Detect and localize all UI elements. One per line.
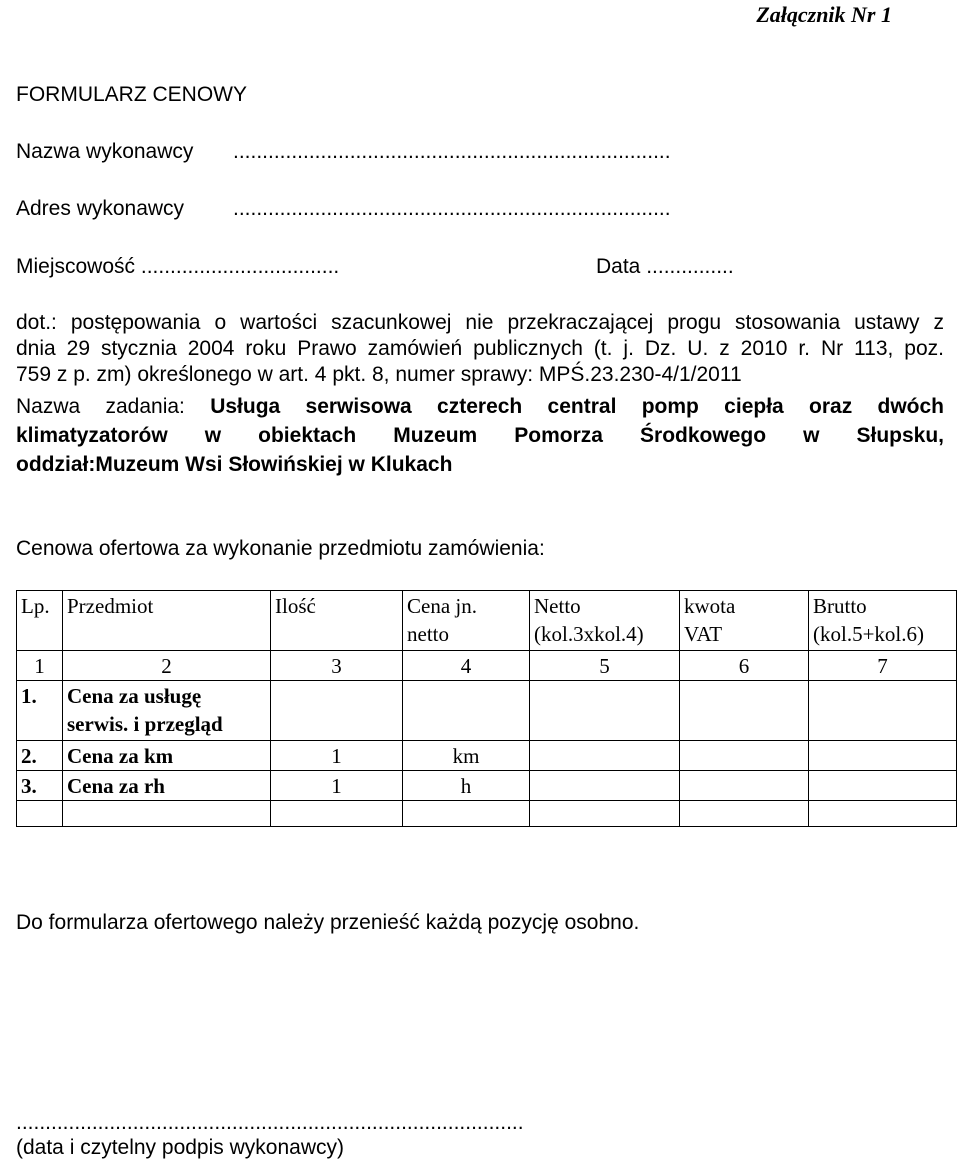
header-cell: Lp. bbox=[17, 591, 63, 651]
contractor-name-field[interactable]: ........................................................................... bbox=[233, 140, 671, 163]
row-qty: 1 bbox=[271, 741, 403, 771]
locality-row bbox=[16, 254, 339, 279]
procedure-line: dnia 29 stycznia 2004 roku Prawo zamówień publicznych (t. j. Dz. U. z 2010 r. Nr 113, poz. bbox=[16, 337, 944, 360]
row-brutto-cell[interactable] bbox=[809, 681, 957, 741]
row-brutto-cell[interactable] bbox=[809, 771, 957, 801]
table-row bbox=[17, 771, 957, 801]
empty-cell[interactable] bbox=[63, 801, 271, 827]
row-netto-cell[interactable] bbox=[530, 771, 680, 801]
row-item: Cena za usługę serwis. i przegląd bbox=[63, 681, 271, 741]
row-lp: 2. bbox=[17, 741, 63, 771]
signature-caption: (data i czytelny podpis wykonawcy) bbox=[16, 1136, 344, 1159]
signature-line[interactable]: ....................................................................................... bbox=[16, 1111, 524, 1134]
header-cell: Przedmiot bbox=[63, 591, 271, 651]
row-netto-cell[interactable] bbox=[530, 741, 680, 771]
column-number: 4 bbox=[403, 651, 530, 681]
header-cell: Brutto (kol.5+kol.6) bbox=[809, 591, 957, 651]
procedure-line: 759 z p. zm) określonego w art. 4 pkt. 8, numer sprawy: MPŚ.23.230-4/1/2011 bbox=[16, 363, 742, 386]
column-number: 5 bbox=[530, 651, 680, 681]
row-netto-cell[interactable] bbox=[530, 681, 680, 741]
header-cell: kwota VAT bbox=[680, 591, 809, 651]
column-number: 2 bbox=[63, 651, 271, 681]
column-number: 3 bbox=[271, 651, 403, 681]
row-lp: 3. bbox=[17, 771, 63, 801]
date-row bbox=[596, 254, 734, 279]
table-header-row bbox=[17, 591, 957, 651]
empty-cell[interactable] bbox=[809, 801, 957, 827]
task-title-part: klimatyzatorów w obiektach Muzeum Pomorza Środkowego w Słupsku, bbox=[16, 424, 944, 447]
row-vat-cell[interactable] bbox=[680, 741, 809, 771]
locality-label: Miejscowość bbox=[16, 255, 136, 278]
empty-cell[interactable] bbox=[403, 801, 530, 827]
empty-cell[interactable] bbox=[271, 801, 403, 827]
empty-cell[interactable] bbox=[17, 801, 63, 827]
note: Do formularza ofertowego należy przenieść każdą pozycję osobno. bbox=[16, 911, 640, 934]
task-name-block bbox=[16, 392, 944, 479]
header-cell: Netto (kol.3xkol.4) bbox=[530, 591, 680, 651]
table-row bbox=[17, 741, 957, 771]
table-row-empty bbox=[17, 801, 957, 827]
procedure-line: dot.: postępowania o wartości szacunkowej nie przekraczającej progu stosowania ustawy z bbox=[16, 311, 944, 334]
row-item: Cena za rh bbox=[63, 771, 271, 801]
column-number: 7 bbox=[809, 651, 957, 681]
task-line bbox=[16, 392, 944, 421]
column-number-row bbox=[17, 651, 957, 681]
task-title-part: oddział:Muzeum Wsi Słowińskiej w Klukach bbox=[16, 453, 453, 476]
task-title-part: Usługa serwisowa czterech central pomp ciepła oraz dwóch bbox=[210, 395, 944, 418]
contractor-address-field[interactable]: ........................................................................... bbox=[233, 197, 671, 220]
form-title: FORMULARZ CENOWY bbox=[16, 83, 247, 106]
row-vat-cell[interactable] bbox=[680, 681, 809, 741]
row-lp: 1. bbox=[17, 681, 63, 741]
column-number: 1 bbox=[17, 651, 63, 681]
locality-field[interactable]: .................................. bbox=[140, 255, 340, 278]
header-cell: Cena jn. netto bbox=[403, 591, 530, 651]
contractor-address-label: Adres wykonawcy bbox=[16, 197, 185, 220]
price-table bbox=[16, 590, 957, 827]
column-number: 6 bbox=[680, 651, 809, 681]
row-qty: 1 bbox=[271, 771, 403, 801]
date-field[interactable]: ............... bbox=[646, 255, 734, 278]
row-item: Cena za km bbox=[63, 741, 271, 771]
task-line bbox=[16, 450, 944, 479]
contractor-name-label: Nazwa wykonawcy bbox=[16, 140, 194, 163]
row-qty bbox=[271, 681, 403, 741]
procedure-paragraph bbox=[16, 310, 944, 388]
task-line bbox=[16, 421, 944, 450]
annex-label: Załącznik Nr 1 bbox=[756, 2, 892, 27]
row-unit: km bbox=[403, 741, 530, 771]
empty-cell[interactable] bbox=[680, 801, 809, 827]
row-brutto-cell[interactable] bbox=[809, 741, 957, 771]
offer-price-heading: Cenowa ofertowa za wykonanie przedmiotu zamówienia: bbox=[16, 537, 545, 560]
date-label: Data bbox=[596, 255, 641, 278]
table-row bbox=[17, 681, 957, 741]
row-unit bbox=[403, 681, 530, 741]
row-vat-cell[interactable] bbox=[680, 771, 809, 801]
task-label: Nazwa zadania: bbox=[16, 395, 185, 418]
empty-cell[interactable] bbox=[530, 801, 680, 827]
header-cell: Ilość bbox=[271, 591, 403, 651]
row-unit: h bbox=[403, 771, 530, 801]
